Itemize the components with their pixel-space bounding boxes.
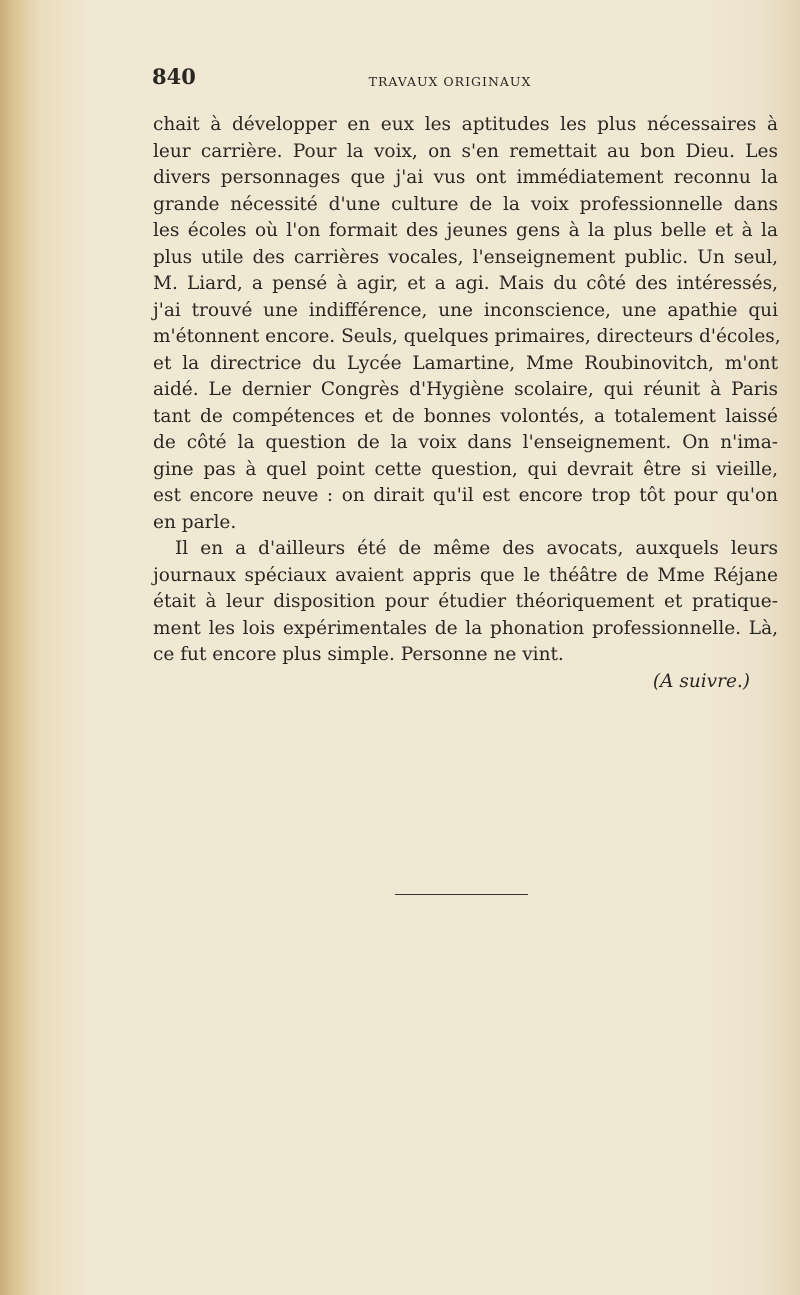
to-be-continued: (A suivre.) (652, 670, 750, 692)
page-number: 840 (152, 64, 196, 89)
text-line: ment les lois expérimentales de la phonation professionnelle. Là, (153, 617, 778, 639)
text-line: était à leur disposition pour étudier théoriquement et pratique- (153, 591, 778, 612)
text-line: tant de compétences et de bonnes volontés, a totalement laissé (153, 405, 778, 427)
text-line: M. Liard, a pensé à agir, et a agi. Mais du côté des intéressés, (153, 273, 778, 294)
text-line: chait à développer en eux les aptitudes les plus nécessaires à (153, 114, 778, 135)
body-text (153, 112, 781, 695)
paragraph-start-line: Il en a d'ailleurs été de même des avocats, auxquels leurs (175, 538, 778, 559)
text-line: leur carrière. Pour la voix, on s'en remettait au bon Dieu. Les (153, 140, 778, 162)
text-line: est encore neuve : on dirait qu'il est encore trop tôt pour qu'on (153, 485, 778, 506)
text-line: en parle. (153, 511, 237, 533)
text-line: j'ai trouvé une indifférence, une inconscience, une apathie qui (153, 299, 778, 321)
text-line: et la directrice du Lycée Lamartine, Mme Roubinovitch, m'ont (153, 352, 778, 374)
text-line: journaux spéciaux avaient appris que le théâtre de Mme Réjane (153, 564, 778, 586)
running-head: TRAVAUX ORIGINAUX (368, 74, 532, 89)
text-line: grande nécessité d'une culture de la voix professionnelle dans (153, 193, 778, 215)
section-divider-rule (395, 894, 528, 895)
text-line: aidé. Le dernier Congrès d'Hygiène scolaire, qui réunit à Paris (153, 379, 778, 400)
text-line: m'étonnent encore. Seuls, quelques primaires, directeurs d'écoles, (153, 326, 781, 347)
text-line: les écoles où l'on formait des jeunes gens à la plus belle et à la (153, 220, 778, 241)
text-line: gine pas à quel point cette question, qui devrait être si vieille, (153, 458, 778, 480)
text-line: divers personnages que j'ai vus ont immédiatement reconnu la (153, 167, 778, 188)
text-line: plus utile des carrières vocales, l'enseignement public. Un seul, (153, 246, 778, 268)
text-line: ce fut encore plus simple. Personne ne vint. (153, 644, 564, 665)
text-line: de côté la question de la voix dans l'enseignement. On n'ima- (153, 432, 778, 453)
